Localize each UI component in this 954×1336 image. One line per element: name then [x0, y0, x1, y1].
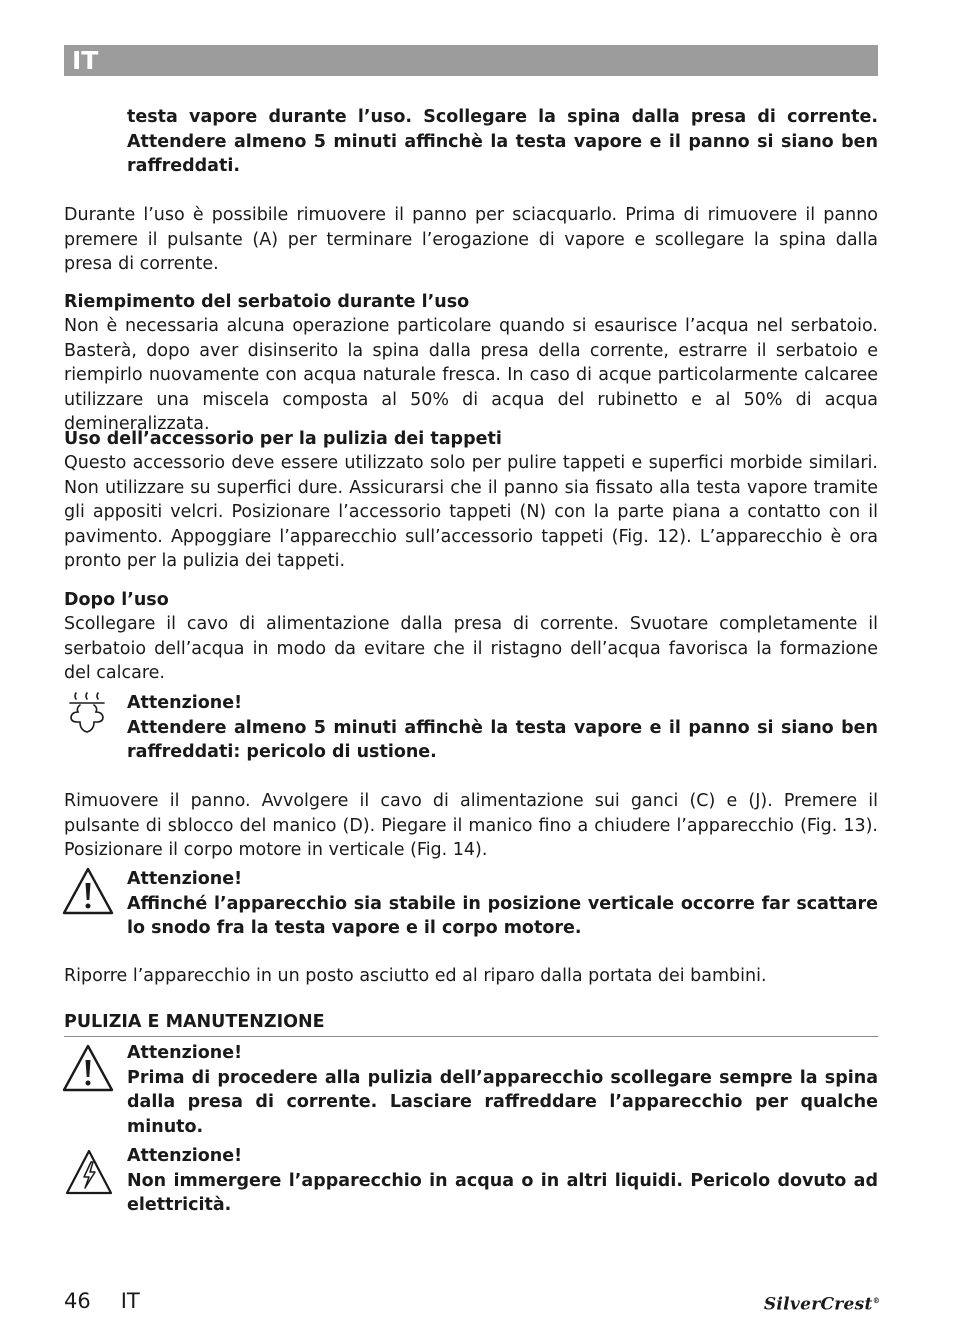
- note-stable-text: Affinché l’apparecchio sia stabile in posizione verticale occorre far scattare lo snodo fra la testa vapore e il corpo motore.: [127, 893, 878, 938]
- note-unplug-title: Attenzione!: [127, 1043, 243, 1063]
- section-refill-title: Riempimento del serbatoio durante l’uso: [64, 292, 470, 312]
- language-label: IT: [72, 46, 99, 75]
- hot-surface-icon: [66, 690, 108, 736]
- warning-triangle-icon: [62, 866, 114, 916]
- store-paragraph-text: Riporre l’apparecchio in un posto asciutto ed al riparo dalla portata dei bambini.: [64, 966, 767, 986]
- electric-warning-icon: [64, 1148, 114, 1196]
- note-stable-title: Attenzione!: [127, 869, 243, 889]
- section-after-use-body: Scollegare il cavo di alimentazione dalla presa di corrente. Svuotare completamente il serbatoio dell’acqua in modo da evitare che il ristagno dell’acqua favorisca la formazione del calcare.: [64, 614, 878, 683]
- note-electric: [127, 1144, 878, 1218]
- note-stable: [127, 867, 878, 941]
- section-refill-body: Non è necessaria alcuna operazione particolare quando si esaurisce l’acqua nel serbatoio. Basterà, dopo aver disinserito la spina dalla presa della corrente, estrarre il serbatoio e riempirlo nuovamente con acqua naturale fresca. In caso di acque particolarmente calcaree utilizzare una miscela composta al 50% di acqua del rubinetto e al 50% di acqua demineralizzata.: [64, 316, 878, 434]
- remove-paragraph-text: Rimuovere il panno. Avvolgere il cavo di alimentazione sui ganci (C) e (J). Premere il pulsante di sblocco del manico (D). Piegare il manico fino a chiudere l’apparecchio (Fig. 13). Posizionare il corpo motore in verticale (Fig. 14).: [64, 791, 878, 860]
- warning-triangle-icon: [62, 1043, 114, 1093]
- page-number: 46: [64, 1289, 91, 1313]
- section-refill: [64, 290, 878, 437]
- note-hot-title: Attenzione!: [127, 693, 243, 713]
- cloth-paragraph: [64, 203, 878, 277]
- note-electric-title: Attenzione!: [127, 1146, 243, 1166]
- section-carpet-body: Questo accessorio deve essere utilizzato solo per pulire tappeti e superfici morbide similari. Non utilizzare su superfici dure. Assicurarsi che il panno sia fissato alla testa vapore tramite gli appositi velcri. Posizionare l’accessorio tappeti (N) con la parte piana a contatto con il pavimento. Appoggiare l’apparecchio sull’accessorio tappeti (Fig. 12). L’apparecchio è ora pronto per la pulizia dei tappeti.: [64, 453, 878, 571]
- footer-language: IT: [120, 1289, 140, 1313]
- intro-warning: [127, 105, 878, 179]
- brand-logo: [720, 1290, 880, 1316]
- page-footer: [64, 1288, 140, 1314]
- intro-warning-text: testa vapore durante l’uso. Scollegare la spina dalla presa di corrente. Attendere almeno 5 minuti affinchè la testa vapore e il panno si siano ben raffreddati.: [127, 107, 878, 176]
- note-hot-text: Attendere almeno 5 minuti affinchè la testa vapore e il panno si siano ben raffreddati: pericolo di ustione.: [127, 717, 878, 762]
- remove-paragraph: [64, 789, 878, 863]
- store-paragraph: [64, 964, 878, 989]
- note-unplug-text: Prima di procedere alla pulizia dell’apparecchio scollegare sempre la spina dalla presa di corrente. Lasciare raffreddare l’apparecchio per qualche minuto.: [127, 1067, 878, 1137]
- brand-name: SilverCrest: [763, 1294, 873, 1315]
- section-after-use-title: Dopo l’uso: [64, 590, 169, 610]
- maintenance-section-heading: [64, 1010, 878, 1034]
- maintenance-title: PULIZIA E MANUTENZIONE: [64, 1012, 325, 1032]
- cloth-paragraph-text: Durante l’uso è possibile rimuovere il panno per sciacquarlo. Prima di rimuovere il panno premere il pulsante (A) per terminare l’erogazione di vapore e scollegare la spina dalla presa di corrente.: [64, 205, 878, 274]
- section-carpet: [64, 427, 878, 574]
- note-hot: [127, 691, 878, 765]
- language-header-bar: [64, 45, 878, 76]
- note-unplug: [127, 1041, 878, 1139]
- section-after-use: [64, 588, 878, 686]
- note-electric-text: Non immergere l’apparecchio in acqua o in altri liquidi. Pericolo dovuto ad elettricità.: [127, 1170, 878, 1215]
- section-divider: [64, 1036, 878, 1037]
- brand-registered-mark: ®: [872, 1296, 880, 1305]
- section-carpet-title: Uso dell’accessorio per la pulizia dei tappeti: [64, 429, 502, 449]
